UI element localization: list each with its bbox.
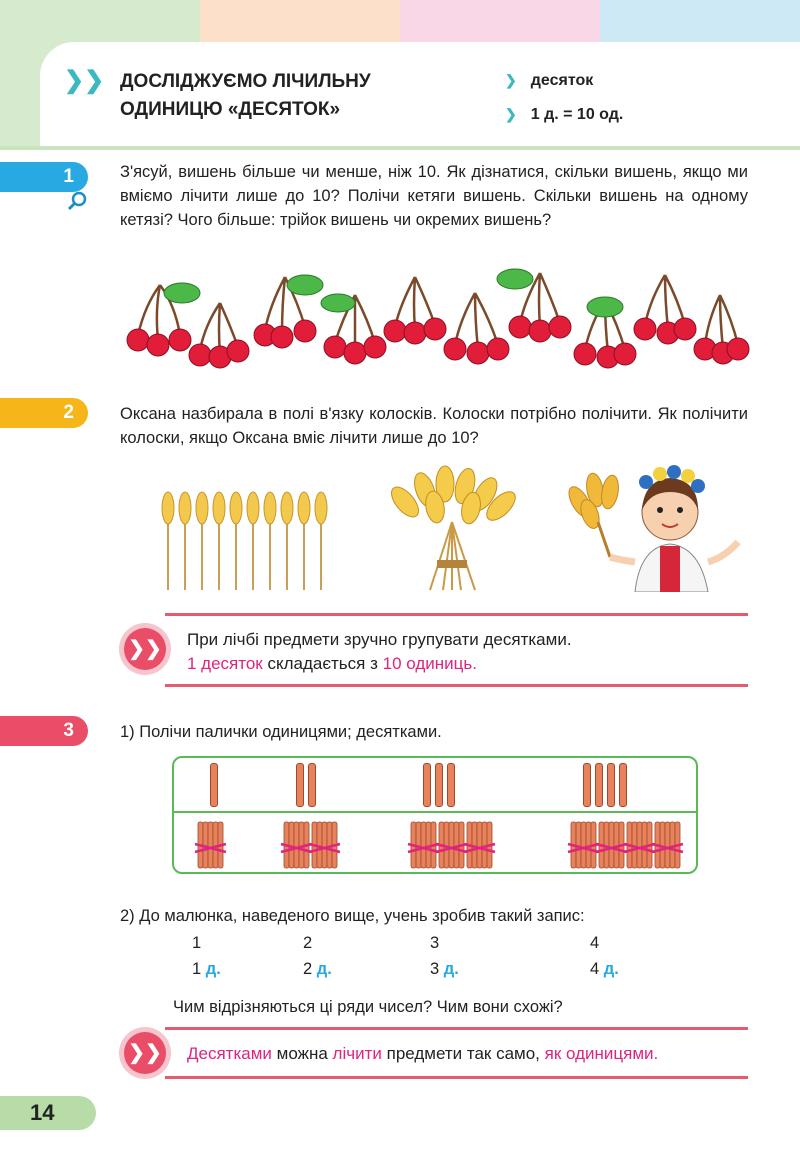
page-number: 14 [0,1096,96,1130]
chevron-right-icon: ❯ [505,72,517,88]
number-row1-item: 3 [430,934,440,952]
task3-part2: 2) До малюнка, наведеного вище, учень зробив такий запис: [120,907,585,925]
keyword-item: ❯ десяток [505,72,594,89]
task2-text: Оксана назбирала в полі в'язку колосків. Колоски потрібно полічити. Як полічити колоски, якщо Оксана вміє лічити лише до 10? [120,405,748,447]
ten-stick-bundle [464,822,495,868]
ten-stick-bundle [624,822,655,868]
task-number-2: 2 [0,398,88,428]
ten-stick-bundle [568,822,599,868]
number-row1-item: 4 [590,934,600,952]
number-row2-item: 3 д. [430,960,459,978]
chevron-right-icon: ❯ [505,106,517,122]
number-row2-item: 1 д. [192,960,221,978]
ten-stick-bundle [652,822,683,868]
ten-stick-bundle [596,822,627,868]
task-number-3: 3 [0,716,88,746]
ten-stick-bundle [436,822,467,868]
double-chevron-icon: ❯❯ [124,1032,166,1074]
task-number-1: 1 [0,162,88,192]
number-row1-item: 2 [303,934,313,952]
page-title: ДОСЛІДЖУЄМО ЛІЧИЛЬНУ ОДИНИЦЮ «ДЕСЯТОК» [120,71,371,120]
ten-stick-bundle [408,822,439,868]
task3-question: Чим відрізняються ці ряди чисел? Чим вони схожі? [173,998,563,1016]
ten-stick-bundle [281,822,312,868]
double-chevron-icon: ❯❯ [64,67,105,94]
number-row1-item: 1 [192,934,202,952]
double-chevron-icon: ❯❯ [124,628,166,670]
ten-stick-bundle [195,822,226,868]
keyword-item: ❯ 1 д. = 10 од. [505,106,624,123]
number-row2-item: 4 д. [590,960,619,978]
task1-text: З'ясуй, вишень більше чи менше, ніж 10. Як дізнатися, скільки вишень, якщо ми вміємо лічити лише до 10? Полічи кетяги вишень. Скільки вишень на одному кетязі? Чого більше: трійок вишень чи окремих вишень? [120,163,748,229]
task3-part1: 1) Полічи палички одиницями; десятками. [120,723,442,741]
ten-stick-bundle [309,822,340,868]
rule1-text: При лічбі предмети зручно групувати десятками. 1 десяток складається з 10 одиниць. [187,630,572,673]
number-row2-item: 2 д. [303,960,332,978]
rule2-text: Десятками можна лічити предмети так само, як одиницями. [187,1044,659,1063]
